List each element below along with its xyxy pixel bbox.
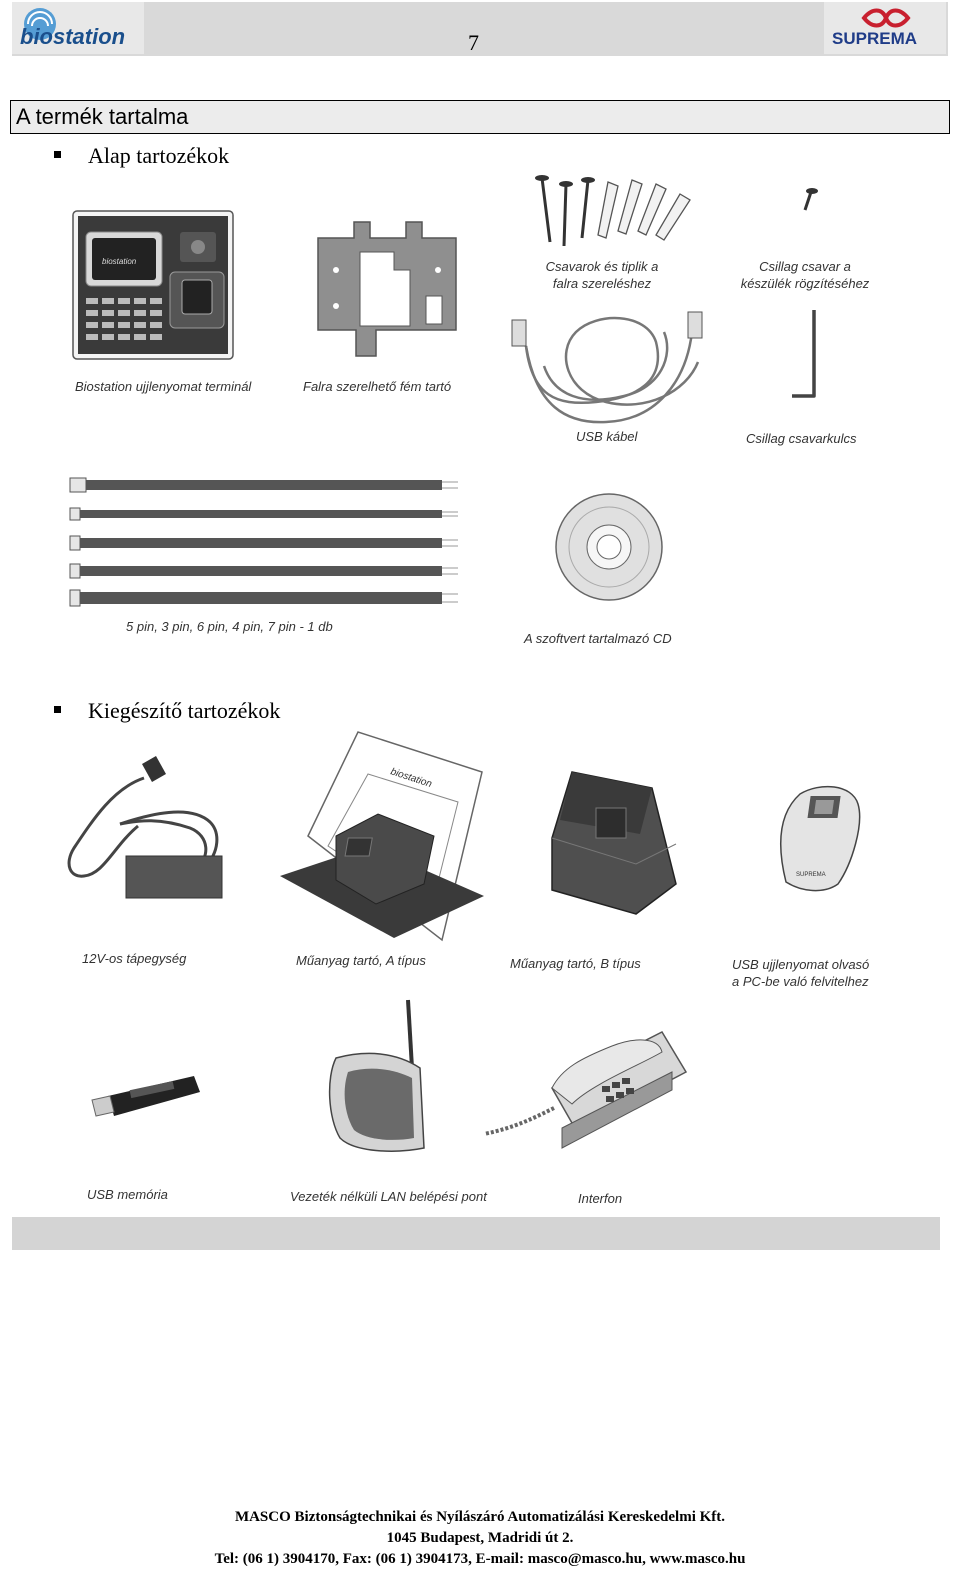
star-screw-caption-line2: készülék rögzítéséhez [740, 276, 870, 291]
wall-bracket-caption: Falra szerelhető fém tartó [303, 379, 452, 394]
wireless-lan-ap-illustration [326, 998, 426, 1158]
usb-fingerprint-reader-caption-line2: a PC-be való felvitelhez [732, 974, 869, 989]
svg-text:biostation: biostation [20, 24, 126, 49]
power-supply-illustration [56, 752, 226, 902]
optional-accessories-heading: Kiegészítő tartozékok [88, 698, 281, 723]
star-key-illustration [786, 308, 826, 404]
cd-caption: A szoftvert tartalmazó CD [524, 631, 672, 646]
page-number: 7 [468, 30, 479, 55]
star-screw-caption [730, 258, 880, 292]
usb-cable-caption: USB kábel [576, 429, 638, 444]
wireless-lan-ap-caption: Vezeték nélküli LAN belépési pont [290, 1189, 487, 1204]
usb-fingerprint-reader-caption-line1: USB ujjlenyomat olvasó [732, 957, 870, 972]
footer-bar [12, 1217, 940, 1250]
usb-memory-illustration [90, 1070, 202, 1126]
footer-company: MASCO Biztonságtechnikai és Nyílászáró Automatizálási Kereskedelmi Kft. [234, 1509, 726, 1525]
section-title: A termék tartalma [16, 104, 189, 129]
biostation-logo [12, 2, 144, 54]
star-screw-caption-line1: Csillag csavar a [759, 259, 851, 274]
svg-text:biostation: biostation [389, 766, 434, 791]
stand-a-caption: Műanyag tartó, A típus [296, 953, 426, 968]
star-screw-illustration [796, 186, 820, 214]
screws-caption-line1: Csavarok és tiplik a [545, 259, 659, 274]
screws-caption [540, 258, 664, 292]
svg-text:SUPREMA: SUPREMA [796, 872, 826, 878]
wall-bracket-illustration [314, 218, 460, 356]
stand-a-illustration [278, 726, 484, 940]
pin-cables-caption: 5 pin, 3 pin, 6 pin, 4 pin, 7 pin - 1 db [126, 619, 333, 634]
intercom-caption: Interfon [578, 1191, 623, 1206]
stand-b-illustration [548, 768, 682, 914]
terminal-caption: Biostation ujjlenyomat terminál [75, 379, 252, 394]
screws-caption-line2: falra szereléshez [552, 276, 652, 291]
svg-text:SUPREMA: SUPREMA [832, 29, 918, 48]
screws-anchors-illustration [528, 172, 698, 252]
power-supply-caption: 12V-os tápegység [82, 951, 187, 966]
bullet-icon [54, 151, 61, 158]
pin-cables-illustration [66, 474, 460, 610]
bullet-icon [54, 706, 61, 713]
suprema-logo [824, 2, 946, 54]
usb-memory-caption: USB memória [87, 1187, 168, 1202]
header-bar [12, 2, 948, 56]
footer-address: 1045 Budapest, Madridi út 2. [386, 1530, 574, 1546]
intercom-illustration [482, 1028, 690, 1158]
usb-fingerprint-reader-caption [732, 956, 869, 990]
star-key-caption: Csillag csavarkulcs [746, 431, 857, 446]
usb-fingerprint-reader-illustration [776, 786, 864, 890]
terminal-illustration [72, 210, 234, 360]
usb-cable-illustration [504, 306, 714, 424]
svg-text:biostation: biostation [102, 257, 137, 266]
stand-b-caption: Műanyag tartó, B típus [510, 956, 641, 971]
footer-contact: Tel: (06 1) 3904170, Fax: (06 1) 3904173, E-mail: masco@masco.hu, www.masco.hu [214, 1551, 746, 1567]
cd-illustration [554, 492, 664, 602]
basic-accessories-heading: Alap tartozékok [88, 143, 230, 168]
